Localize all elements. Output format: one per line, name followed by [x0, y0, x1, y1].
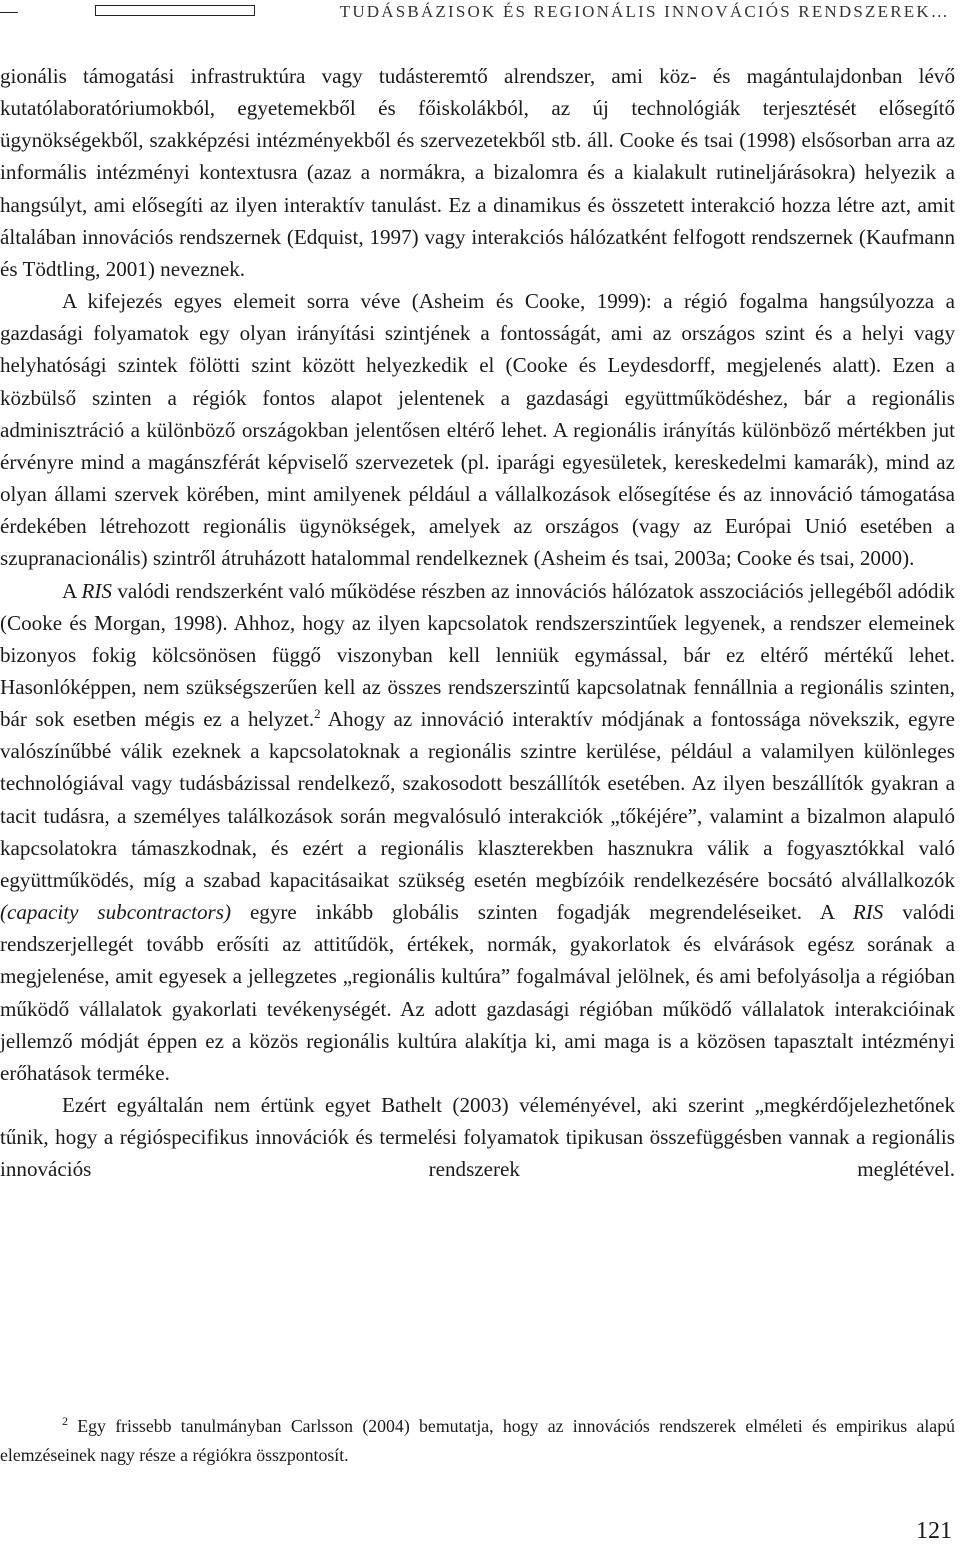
- footnote: [0, 1412, 955, 1470]
- header-rule: [0, 12, 18, 13]
- paragraph-2-text: A kifejezés egyes elemeit sorra véve (Asheim és Cooke, 1999): a régió fogalma hangsúlyozza a gazdasági folyamatok egy olyan irányítási szintjének a fontosságát, ami az országos szint és a helyi vagy helyhatósági szintek fölötti szint között helyezkedik el (Cooke és Leydesdorff, megjelenés alatt). Ezen a közbülső szinten a régiók fontos alapot jelentenek a gazdasági együttműködéshez, bár a regionális adminisztráció a különböző országokban jelentősen eltérő lehet. A regionális irányítás különböző mértékben jut érvényre mind a magánszférát képviselő szervezetek (pl. iparági egyesületek, kereskedelmi kamarák), mind az olyan állami szervek körében, mint amilyenek például a vállalkozások elősegítése és az innováció támogatása érdekében létrehozott regionális ügynökségek, amelyek az országos (vagy az Európai Unió esetében a szupranacionális) szintről átruházott hatalommal rendelkeznek (Asheim és tsai, 2003a; Cooke és tsai, 2000).: [0, 289, 955, 571]
- header-decoration-box: [95, 5, 255, 16]
- footnote-marker: 2: [62, 1414, 68, 1429]
- paragraph-3-text-4: egyre inkább globális szinten fogadják megrendeléseiket. A: [231, 900, 853, 925]
- running-header: TUDÁSBÁZISOK ÉS REGIONÁLIS INNOVÁCIÓS RENDSZEREK…: [339, 2, 950, 21]
- paragraph-1-text: gionális támogatási infrastruktúra vagy tudásteremtő alrendszer, ami köz- és magántulajdonban lévő kutatólaboratóriumokból, egyetemekből és főiskolákból, az új technológiák terjesztését elősegítő ügynökségekből, szakképzési intézményekből és szervezetekből stb. áll. Cooke és tsai (1998) elsősorban arra az informális intézményi kontextusra (azaz a normákra, a bizalomra és a kialakult rutineljárásokra) helyezik a hangsúlyt, ami elősegíti az ilyen interaktív tanulást. Ez a dinamikus és összetett interakció hozza létre azt, amit általában innovációs rendszernek (Edquist, 1997) vagy interakciós hálózatként felfogott rendszernek (Kaufmann és Tödtling, 2001) neveznek.: [0, 64, 955, 281]
- paragraph-3-text-1: A: [62, 578, 82, 603]
- paragraph-3-text-3: Ahogy az innováció interaktív módjának a fontossága növekszik, egyre valószínűbbé válik ezeknek a kapcsolatoknak a regionális szintre kerülése, például a valamilyen különleges technológiával vagy tudásbázissal rendelkező, szakosodott beszállítók esetében. Az ilyen beszállítók gyakran a tacit tudásra, a személyes találkozások során megvalósuló interakciók „tőkéjére”, valamint a bizalmon alapuló kapcsolatokra támaszkodnak, és ezért a regionális klaszterekben hasznukra válik a fogyasztókkal való együttműködés, míg a szabad kapacitásaikat szükség esetén megbízóik rendelkezésére bocsátó alvállalkozók: [0, 707, 955, 892]
- paragraph-1: [0, 60, 955, 285]
- ris-term: RIS: [852, 900, 884, 925]
- footnote-text: Egy frissebb tanulmányban Carlsson (2004) bemutatja, hogy az innovációs rendszerek elméleti és empirikus alapú elemzéseinek nagy része a régiókra összpontosít.: [0, 1416, 955, 1465]
- paragraph-3: [0, 575, 955, 1090]
- paragraph-4-text: Ezért egyáltalán nem értünk egyet Bathelt (2003) véleményével, aki szerint „megkérdőjelezhetőnek tűnik, hogy a régióspecifikus innovációk és termelési folyamatok tipikusan összefüggésben vannak a regionális innovációs rendszerek meglétével.: [0, 1093, 955, 1182]
- body-text: [0, 60, 955, 1185]
- capacity-subcontractors-term: (capacity subcontractors): [0, 900, 231, 925]
- footnote-body: [0, 1412, 955, 1470]
- footnote-reference[interactable]: 2: [314, 706, 321, 722]
- paragraph-3-text-5: valódi rendszerjellegét tovább erősíti az attitűdök, értékek, normák, gyakorlatok és elvárások egész sorának a megjelenése, amit egyesek a jellegzetes „regionális kultúra” fogalmával jelölnek, és ami befolyásolja a régióban működő vállalatok gyakorlati tevékenységét. Az adott gazdasági régióban működő vállalatok interakcióinak jellemző módját éppen ez a közös regionális kultúra alakítja ki, ami maga is a közösen tapasztalt intézményi erőhatások terméke.: [0, 900, 955, 1085]
- ris-term: RIS: [81, 578, 112, 603]
- paragraph-2: [0, 285, 955, 574]
- paragraph-3-text-2: valódi rendszerként való működése részben az innovációs hálózatok asszociációs jellegéből adódik (Cooke és Morgan, 1998). Ahhoz, hogy az ilyen kapcsolatok rendszerszintűek legyenek, a rendszer elemeinek bizonyos fokig kölcsönösen függő viszonyban kell lenniük egymással, bár ez eltérő mértékű lehet. Hasonlóképpen, nem szükségszerűen kell az összes rendszerszintű kapcsolatnak fennállnia a regionális szinten, bár sok esetben mégis ez a helyzet.: [0, 578, 955, 732]
- page-number: 121: [916, 1518, 952, 1544]
- paragraph-4: [0, 1089, 955, 1185]
